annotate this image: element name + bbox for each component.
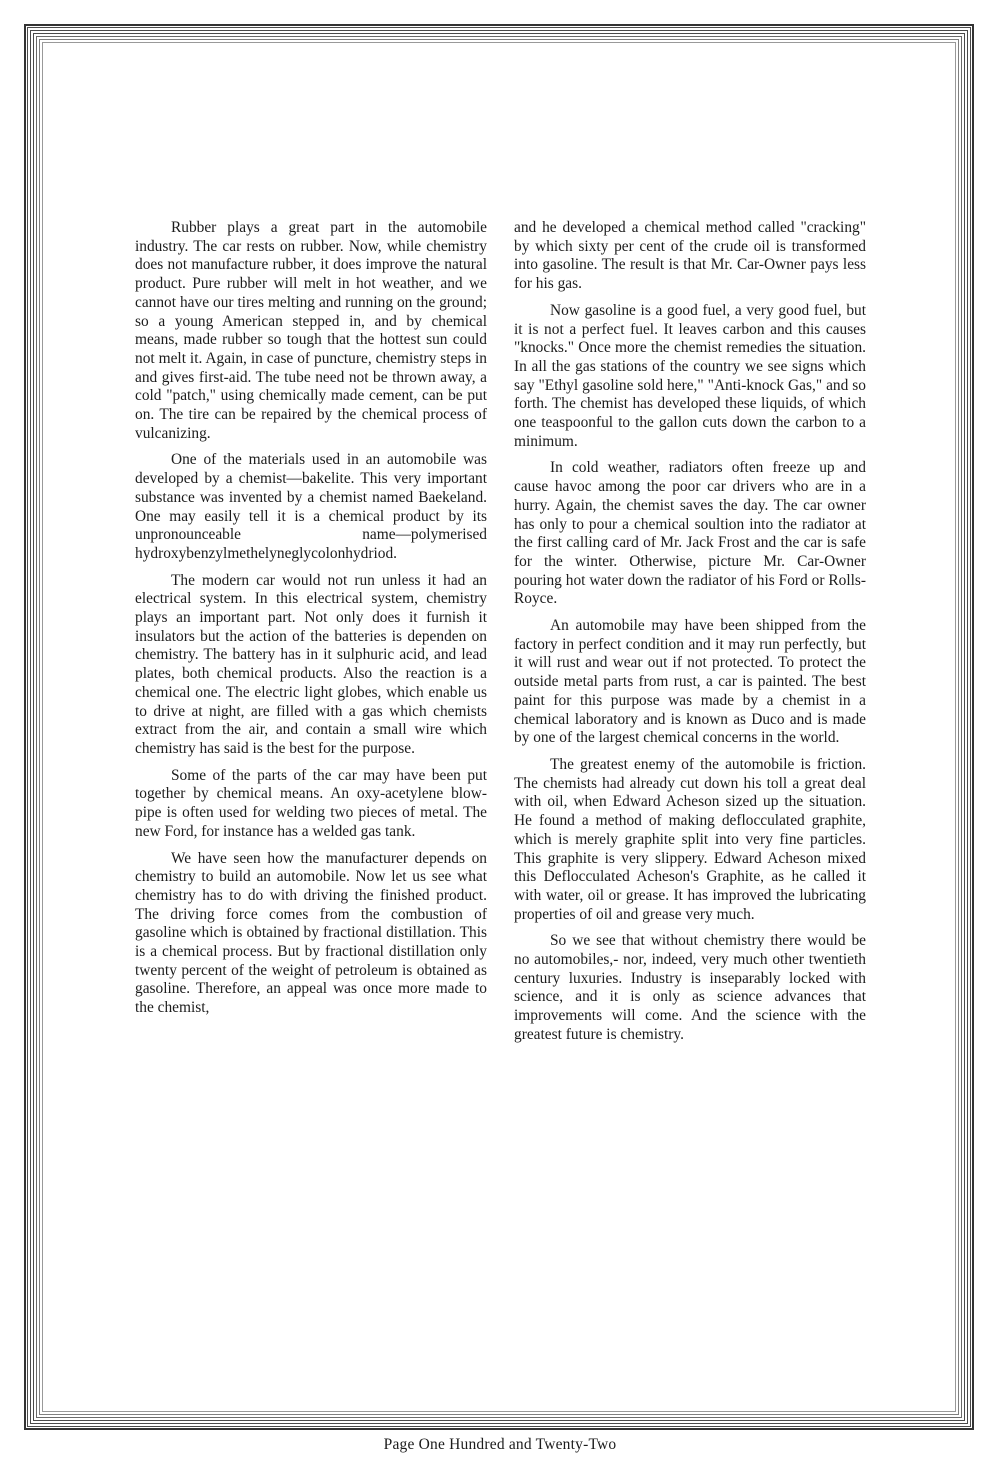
- paragraph: Some of the parts of the car may have been put together by chemical means. An oxy-acetylene blow-pipe is often used for welding two pieces of metal. The new Ford, for instance has a welded gas tank.: [135, 766, 487, 840]
- page-number: Page One Hundred and Twenty-Two: [383, 1436, 617, 1453]
- paragraph: One of the materials used in an automobile was developed by a chemist—bakelite. This very important substance was invented by a chemist named Baekeland. One may easily tell it is a chemical product by its unpronounceable name—polymerised hydroxybenzylmethelyneglycolonhydriod.: [135, 451, 487, 562]
- paragraph: The modern car would not run unless it had an electrical system. In this electrical system, chemistry plays an important part. Not only does it furnish it insulators but the action of the batteries is dependen on chemistry. The battery has in it sulphuric acid, and lead plates, both chemical products. Also the reaction is a chemical one. The electric light globes, which enable us to drive at night, are filled with a gas which chemists extract from the air, and contain a small wire which chemistry has said is the best for the purpose.: [135, 571, 487, 757]
- paragraph: and he developed a chemical method called "cracking" by which sixty per cent of the crude oil is transformed into gasoline. The result is that Mr. Car-Owner pays less for his gas.: [514, 219, 866, 293]
- right-text-column: [514, 219, 866, 1053]
- paragraph: We have seen how the manufacturer depends on chemistry to build an automobile. Now let us see what chemistry has to do with driving the finished product. The driving force comes from the combustion of gasoline which is obtained by fractional distillation. This is a chemical process. But by fractional distillation only twenty percent of the weight of petroleum is obtained as gasoline. Therefore, an appeal was once more made to the chemist,: [135, 849, 487, 1017]
- paragraph: In cold weather, radiators often freeze up and cause havoc among the poor car drivers who are in a hurry. Again, the chemist saves the day. The car owner has only to pour a chemical soultion into the radiator at the first calling card of Mr. Jack Frost and the car is safe for the winter. Otherwise, picture Mr. Car-Owner pouring hot water down the radiator of his Ford or Rolls-Royce.: [514, 459, 866, 608]
- left-text-column: [135, 219, 487, 1026]
- paragraph: The greatest enemy of the automobile is friction. The chemists had already cut down his toll a great deal with oil, when Edward Acheson sized up the situation. He found a method of making deflocculated graphite, which is merely graphite split into very fine particles. This graphite is very slippery. Edward Acheson mixed this Deflocculated Acheson's Graphite, as he called it with water, oil or grease. It has improved the lubricating properties of oil and grease very much.: [514, 755, 866, 923]
- paragraph: So we see that without chemistry there would be no automobiles,- nor, indeed, very much other twentieth century luxuries. Industry is inseparably locked with science, and it is only as science advances that improvements will come. And the science with the greatest future is chemistry.: [514, 932, 866, 1043]
- paragraph: Now gasoline is a good fuel, a very good fuel, but it is not a perfect fuel. It leaves carbon and this causes "knocks." Once more the chemist remedies the situation. In all the gas stations of the country we see signs which say "Ethyl gasoline sold here," "Anti-knock Gas," and so forth. The chemist has developed these liquids, of which one teaspoonful to the gallon cuts down the carbon to a minimum.: [514, 301, 866, 450]
- paragraph: An automobile may have been shipped from the factory in perfect condition and it may run perfectly, but it will rust and wear out if not protected. To protect the outside metal parts from rust, a car is painted. The best paint for this purpose was made by a chemist in a chemical laboratory and is known as Duco and is made by one of the largest chemical concerns in the world.: [514, 617, 866, 747]
- paragraph: Rubber plays a great part in the automobile industry. The car rests on rubber. Now, while chemistry does not manufacture rubber, it does improve the natural product. Pure rubber will melt in hot weather, and we cannot have our tires melting and running on the ground; so a young American stepped in, and by chemical means, made rubber so tough that the hottest sun could not melt it. Again, in case of puncture, chemistry steps in and gives first-aid. The tube need not be thrown away, a cold "patch," using chemically made cement, can be put on. The tire can be repaired by the chemical process of vulcanizing.: [135, 219, 487, 442]
